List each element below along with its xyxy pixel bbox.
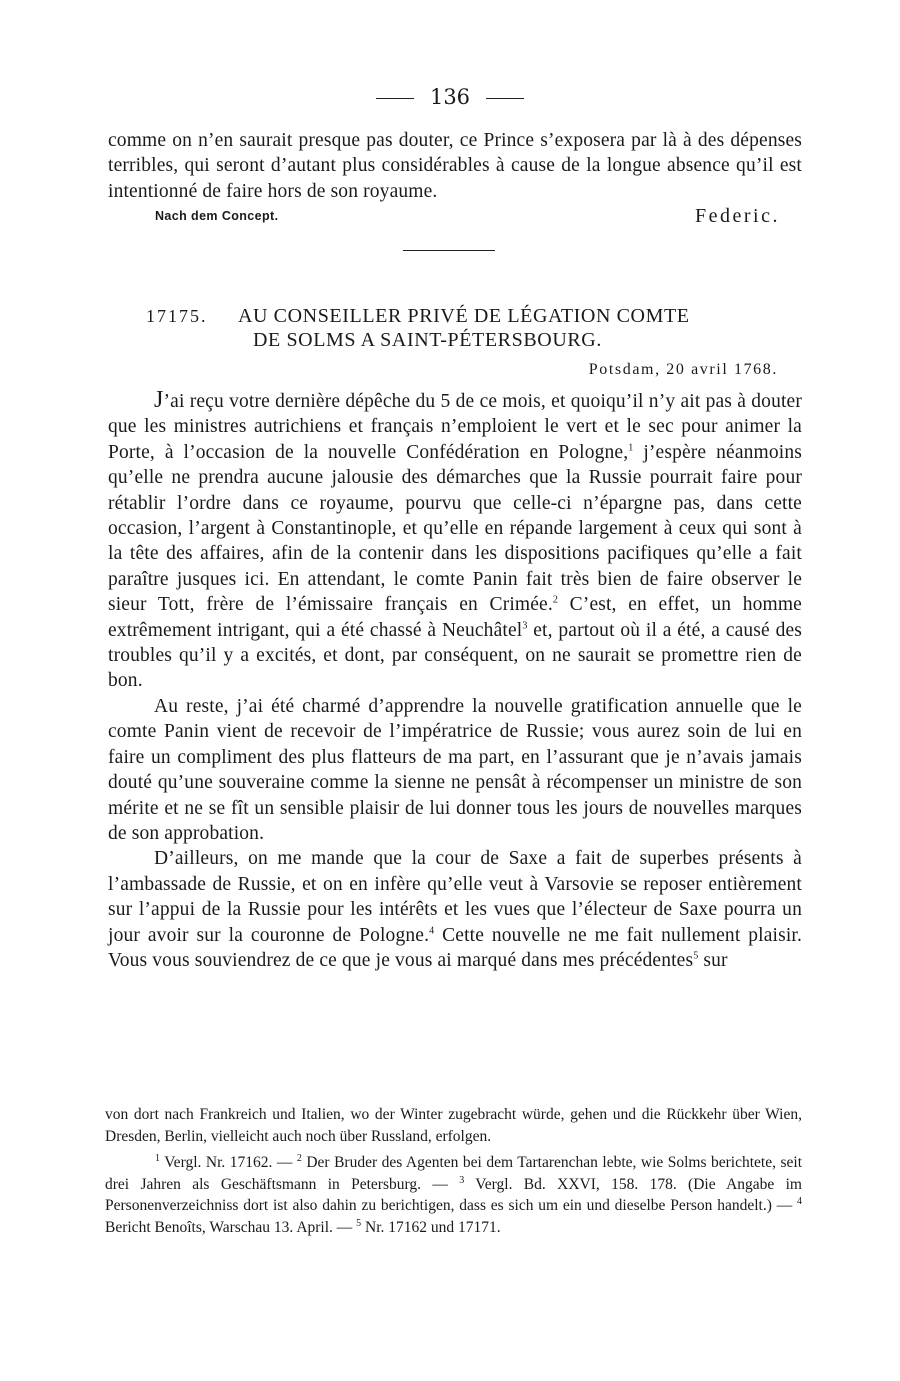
section-divider [403,250,495,251]
paragraph-1-text-b: j’espère néanmoins qu’elle ne prendra aucune jalousie des démarches que la Russie pourrait faire pour rétablir l’ordre dans ce royaume, pourvu que celle-ci n’épargne pas, dans cette occasion, l’argent à Constantinople, et qu’elle en répande largement à ceux qui sont à la tête des affaires, afin de la contenir dans les dispositions pacifiques qu’elle a fait paraître jusques ici. En attendant, le comte Panin fait très bien de faire observer le sieur Tott, frère de l’émissaire français en Crimée. [108,441,802,616]
footnote-3: Vergl. Bd. XXVI, 158. 178. (Die Angabe im Personenverzeichniss dort ist also dahin zu berichtigen, dass es sich um ein und dieselbe Person handelt.) — [105,1175,802,1215]
paragraph-1-text-c: C’est, en effet, un homme extrêmement intrigant, qui a été chassé à Neuchâtel [108,594,802,641]
footnote-mark-4: 4 [797,1196,802,1208]
paragraph-3-text-b: Cette nouvelle ne me fait nullement plaisir. Vous vous souviendrez de ce que je vous ai marqué dans mes précédentes [108,924,802,971]
footnote-ref-2: 2 [552,594,559,606]
page-number: 136 [429,85,471,109]
footnote-ref-5: 5 [693,950,699,962]
continuation-text: comme on n’en saurait presque pas douter, ce Prince s’exposera par là à des dépenses terribles, qui seront d’autant plus considérables à cause de la longue absence qu’il est intentionné de faire hors de son royaume. [108,130,802,202]
footnote-mark-2: 2 [296,1153,302,1165]
footnote-1: Vergl. Nr. 17162. — [160,1154,297,1172]
footnote-carryover: von dort nach Frankreich und Italien, wo der Winter zugebracht würde, gehen und die Rückkehr über Wien, Dresden, Berlin, vielleicht auch noch über Russland, erfolgen. [105,1106,802,1145]
paragraph-3-text-a: D’ailleurs, on me mande que la cour de Saxe a fait de superbes présents à l’ambassade de Russie, et on en infère qu’elle veut à Varsovie se reposer entièrement sur l’appui de la Russie pour les intérêts et les vues que l’électeur de Saxe pourra un jour avoir sur la couronne de Pologne. [108,848,802,946]
paragraph-1 [108,388,802,694]
footnote-ref-3: 3 [522,620,528,632]
footnote-ref-4: 4 [429,925,435,937]
footnote-5: Nr. 17162 und 17171. [361,1218,501,1236]
footnote-block [105,1152,802,1238]
paragraph-1-text-a: ’ai reçu votre dernière dépêche du 5 de ce mois, et quoiqu’il n’y ait pas à douter que les ministres autrichiens et français n’emploient le vert et le sec pour animer la Porte, à l’occasion de la nouvelle Confédération en Pologne, [108,391,802,463]
letter-body [108,388,802,973]
heading-line-1: AU CONSEILLER PRIVÉ DE LÉGATION COMTE [238,305,690,327]
footnote-mark-1: 1 [155,1153,160,1165]
continuation-paragraph [108,128,802,204]
paragraph-3-text-c: sur [698,949,728,971]
footnote-2: Der Bruder des Agenten bei dem Tartarenchan lebte, wie Solms berichtete, seit drei Jahren als Geschäftsmann in Petersburg. — [105,1154,802,1193]
page-header [0,84,900,110]
drop-cap: J [154,387,164,413]
dateline: Potsdam, 20 avril 1768. [588,361,778,378]
paragraph-2: Au reste, j’ai été charmé d’apprendre la nouvelle gratification annuelle que le comte Panin vient de recevoir de l’impératrice de Russie; vous aurez soin de lui en faire un compliment des plus flatteurs de ma part, en l’assurant que je n’avais jamais douté qu’une souveraine comme la sienne ne pensât à récompenser un ministre de son mérite et ne se fît un sensible plaisir de lui donner tous les jours de nouvelles marques de son approbation. [108,695,802,844]
letter-number: 17175. [146,306,208,326]
signature: Federic. [695,205,780,227]
footnote-4: Bericht Benoîts, Warschau 13. April. — [105,1218,357,1236]
footnote-ref-1: 1 [628,442,634,454]
source-note: Nach dem Concept. [155,209,279,223]
header-dash-left [376,98,414,99]
paragraph-1-text-d: et, partout où il a été, a causé des troubles qu’il y a excités, et dont, par conséquent, on ne saurait se promettre rien de bon. [108,619,803,692]
header-dash-right [486,98,524,99]
footnote-mark-3: 3 [459,1174,465,1186]
heading-line-2: DE SOLMS A SAINT-PÉTERSBOURG. [253,329,602,351]
footnotes [105,1104,802,1239]
footnote-mark-5: 5 [356,1217,362,1229]
paragraph-3 [108,846,802,973]
